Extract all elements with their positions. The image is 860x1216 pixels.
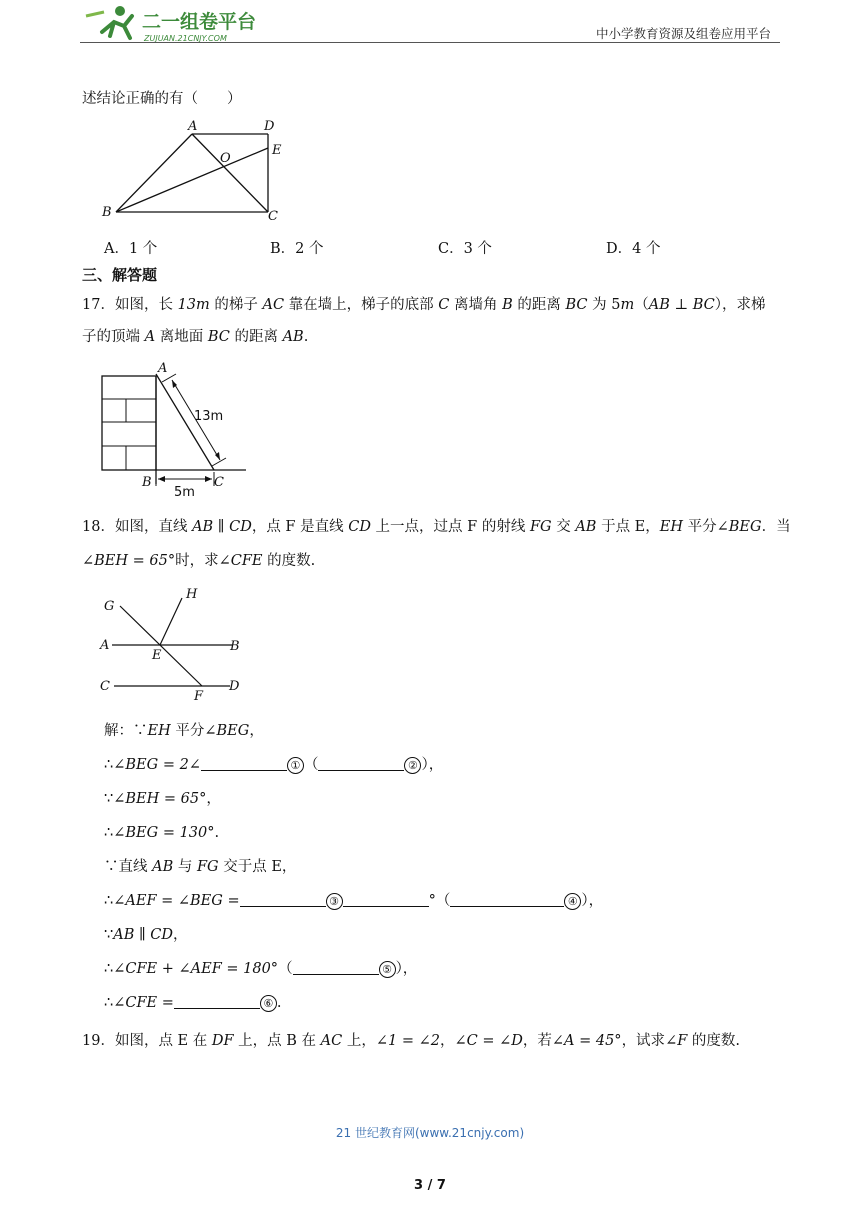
logo-main-text: 二一组卷平台 bbox=[142, 11, 257, 33]
blank-marker-2: ② bbox=[404, 757, 421, 774]
text: 上，点 B 在 bbox=[233, 1033, 321, 1049]
math: EH bbox=[147, 723, 171, 739]
text: ∴ bbox=[104, 825, 114, 841]
option-a: A．1 个 bbox=[104, 241, 158, 257]
math: CD bbox=[348, 519, 371, 535]
answer-blank-3b[interactable] bbox=[343, 892, 429, 907]
text: （ bbox=[278, 961, 293, 977]
q16-text: 述结论正确的有（ ） bbox=[82, 91, 242, 107]
segment-AB bbox=[116, 134, 192, 212]
q18-line1 bbox=[82, 518, 791, 536]
text: 平分 bbox=[683, 519, 717, 535]
header-divider bbox=[80, 42, 780, 43]
text: 交 bbox=[551, 519, 576, 535]
math: ∠BEG bbox=[716, 519, 762, 535]
math: AB bbox=[575, 519, 597, 535]
math: ∠AEF = ∠BEG = bbox=[113, 893, 240, 909]
logo-runner-head bbox=[115, 6, 125, 16]
q18-line2 bbox=[82, 552, 315, 570]
label-A: A bbox=[100, 638, 110, 653]
math: BC bbox=[565, 297, 588, 313]
text: 为 5 bbox=[587, 297, 621, 313]
text: ，点 F 是直线 bbox=[251, 519, 349, 535]
label-G: G bbox=[104, 599, 115, 614]
text: ∵ bbox=[104, 791, 114, 807]
math: A bbox=[144, 329, 156, 345]
label-C: C bbox=[100, 679, 110, 694]
solution-line-5 bbox=[104, 858, 296, 876]
q17-line1 bbox=[82, 296, 765, 314]
math: AB ⊥ BC bbox=[648, 297, 715, 313]
q17-figure bbox=[96, 360, 256, 500]
text: . bbox=[214, 825, 220, 841]
option-b: B．2 个 bbox=[270, 241, 324, 257]
answer-blank-2[interactable] bbox=[318, 756, 404, 771]
math: 13m bbox=[177, 297, 210, 313]
text: 18．如图，直线 bbox=[82, 519, 193, 535]
blank-marker-4: ④ bbox=[564, 893, 581, 910]
text: 解：∵ bbox=[104, 723, 148, 739]
text: 离地面 bbox=[155, 329, 208, 345]
answer-blank-4[interactable] bbox=[450, 892, 564, 907]
label-E: E bbox=[272, 143, 282, 158]
text: ， bbox=[249, 723, 264, 739]
footer-site-link[interactable]: 21 世纪教育网(www.21cnjy.com) bbox=[335, 1126, 525, 1140]
text: 的距离 bbox=[229, 329, 283, 345]
math: ∠CFE bbox=[218, 553, 263, 569]
label-O: O bbox=[220, 151, 231, 166]
text: 上， bbox=[342, 1033, 376, 1049]
label-B: B bbox=[230, 639, 240, 654]
math: ∠BEG = 2∠ bbox=[113, 757, 201, 773]
text: 与 bbox=[173, 859, 197, 875]
solution-line-4 bbox=[104, 824, 219, 842]
math: AB bbox=[282, 329, 304, 345]
text: ， bbox=[206, 791, 221, 807]
ladder-length-label: 13m bbox=[194, 409, 224, 424]
answer-blank-1[interactable] bbox=[201, 756, 287, 771]
math: ∠BEH = 65° bbox=[113, 791, 207, 807]
base-length-label: 5m bbox=[174, 485, 195, 500]
logo-swoosh bbox=[86, 12, 104, 16]
math: FG bbox=[196, 859, 219, 875]
solution-line-9 bbox=[104, 994, 282, 1012]
text: 19．如图，点 E 在 bbox=[82, 1033, 212, 1049]
text: ，若 bbox=[522, 1033, 552, 1049]
text: 的度数. bbox=[262, 553, 316, 569]
answer-blank-3[interactable] bbox=[240, 892, 326, 907]
text: ∴ bbox=[104, 893, 114, 909]
solution-line-2 bbox=[104, 756, 443, 774]
brick-wall bbox=[102, 376, 156, 470]
math: AB ∥ CD bbox=[192, 519, 252, 535]
answer-blank-6[interactable] bbox=[174, 994, 260, 1009]
blank-marker-3: ③ bbox=[326, 893, 343, 910]
text: （ bbox=[303, 757, 319, 773]
label-D: D bbox=[264, 119, 275, 134]
text: ∴ bbox=[104, 961, 114, 977]
math: ∠1 = ∠2 bbox=[375, 1033, 440, 1049]
math: C bbox=[438, 297, 450, 313]
math: AC bbox=[320, 1033, 343, 1049]
math: ∠BEG bbox=[204, 723, 250, 739]
text: ），求梯 bbox=[714, 297, 766, 313]
text: ∵直线 bbox=[104, 859, 153, 875]
text: ∴ bbox=[104, 757, 114, 773]
math: ∠CFE = bbox=[113, 995, 174, 1011]
option-c: C．3 个 bbox=[438, 241, 492, 257]
label-E: E bbox=[152, 648, 162, 663]
math: FG bbox=[529, 519, 552, 535]
text: ）， bbox=[395, 961, 418, 977]
ray-FG bbox=[120, 606, 202, 686]
math: ∠F bbox=[665, 1033, 688, 1049]
text: ）， bbox=[581, 893, 604, 909]
label-B: B bbox=[102, 205, 112, 220]
text: 平分 bbox=[170, 723, 205, 739]
text: . bbox=[303, 329, 309, 345]
math: ∠BEG = 130° bbox=[113, 825, 215, 841]
text: 的度数. bbox=[687, 1033, 740, 1049]
ray-EH bbox=[160, 598, 182, 645]
label-A: A bbox=[158, 361, 168, 376]
logo-runner-icon bbox=[102, 16, 132, 38]
text: 的梯子 bbox=[209, 297, 263, 313]
solution-line-8 bbox=[104, 960, 417, 978]
label-F: F bbox=[194, 689, 204, 704]
solution-line-3 bbox=[104, 790, 221, 808]
text: 离墙角 bbox=[449, 297, 503, 313]
q17-line2 bbox=[82, 328, 308, 346]
math: ∠A = 45° bbox=[551, 1033, 622, 1049]
blank-marker-1: ① bbox=[287, 757, 304, 774]
math: AB ∥ CD bbox=[113, 927, 173, 943]
text: ，试求 bbox=[621, 1033, 666, 1049]
text: 子的顶端 bbox=[82, 329, 145, 345]
text: °（ bbox=[428, 893, 451, 909]
q16-figure bbox=[98, 114, 298, 224]
option-d: D．4 个 bbox=[606, 241, 661, 257]
solution-line-1 bbox=[104, 722, 264, 740]
text: （ bbox=[634, 297, 649, 313]
math: EH bbox=[659, 519, 684, 535]
label-C: C bbox=[214, 475, 224, 490]
text: 17．如图，长 bbox=[82, 297, 178, 313]
text: ， bbox=[439, 1033, 455, 1049]
math: BC bbox=[207, 329, 230, 345]
section-title: 三、解答题 bbox=[82, 266, 158, 284]
solution-line-7 bbox=[104, 926, 188, 944]
math: DF bbox=[211, 1033, 234, 1049]
text: 交于点 E， bbox=[218, 859, 297, 875]
math: ∠BEH = 65° bbox=[82, 553, 176, 569]
q18-figure bbox=[96, 584, 256, 704]
solution-line-6 bbox=[104, 892, 603, 910]
label-D: D bbox=[229, 679, 240, 694]
math: m bbox=[620, 297, 635, 313]
blank-marker-5: ⑤ bbox=[379, 961, 396, 978]
label-C: C bbox=[268, 209, 278, 224]
label-H: H bbox=[186, 587, 198, 602]
header-platform-text: 中小学教育资源及组卷应用平台 bbox=[596, 26, 772, 41]
text: ∴ bbox=[104, 995, 114, 1011]
text: ）， bbox=[421, 757, 444, 773]
text: 于点 E， bbox=[596, 519, 660, 535]
blank-marker-6: ⑥ bbox=[260, 995, 277, 1012]
text: 上一点，过点 F 的射线 bbox=[370, 519, 530, 535]
text: ， bbox=[173, 927, 188, 943]
text: . bbox=[276, 995, 282, 1011]
text: 的距离 bbox=[512, 297, 566, 313]
label-A: A bbox=[188, 119, 198, 134]
segment-AC bbox=[192, 134, 268, 212]
text: ∵ bbox=[104, 927, 114, 943]
q19-line bbox=[82, 1032, 740, 1050]
logo-sub-text: ZUJUAN.21CNJY.COM bbox=[144, 34, 227, 43]
math: ∠C = ∠D bbox=[454, 1033, 523, 1049]
text: ．当 bbox=[761, 519, 791, 535]
math: AB bbox=[152, 859, 174, 875]
text: 靠在墙上，梯子的底部 bbox=[284, 297, 439, 313]
math: ∠CFE + ∠AEF = 180° bbox=[113, 961, 279, 977]
answer-blank-5[interactable] bbox=[293, 960, 379, 975]
segment-BE bbox=[116, 148, 268, 212]
site-logo[interactable] bbox=[80, 2, 290, 44]
math: AC bbox=[262, 297, 285, 313]
label-B: B bbox=[142, 475, 152, 490]
math: B bbox=[502, 297, 513, 313]
page-number: 3 / 7 bbox=[414, 1178, 446, 1193]
text: 时，求 bbox=[175, 553, 219, 569]
